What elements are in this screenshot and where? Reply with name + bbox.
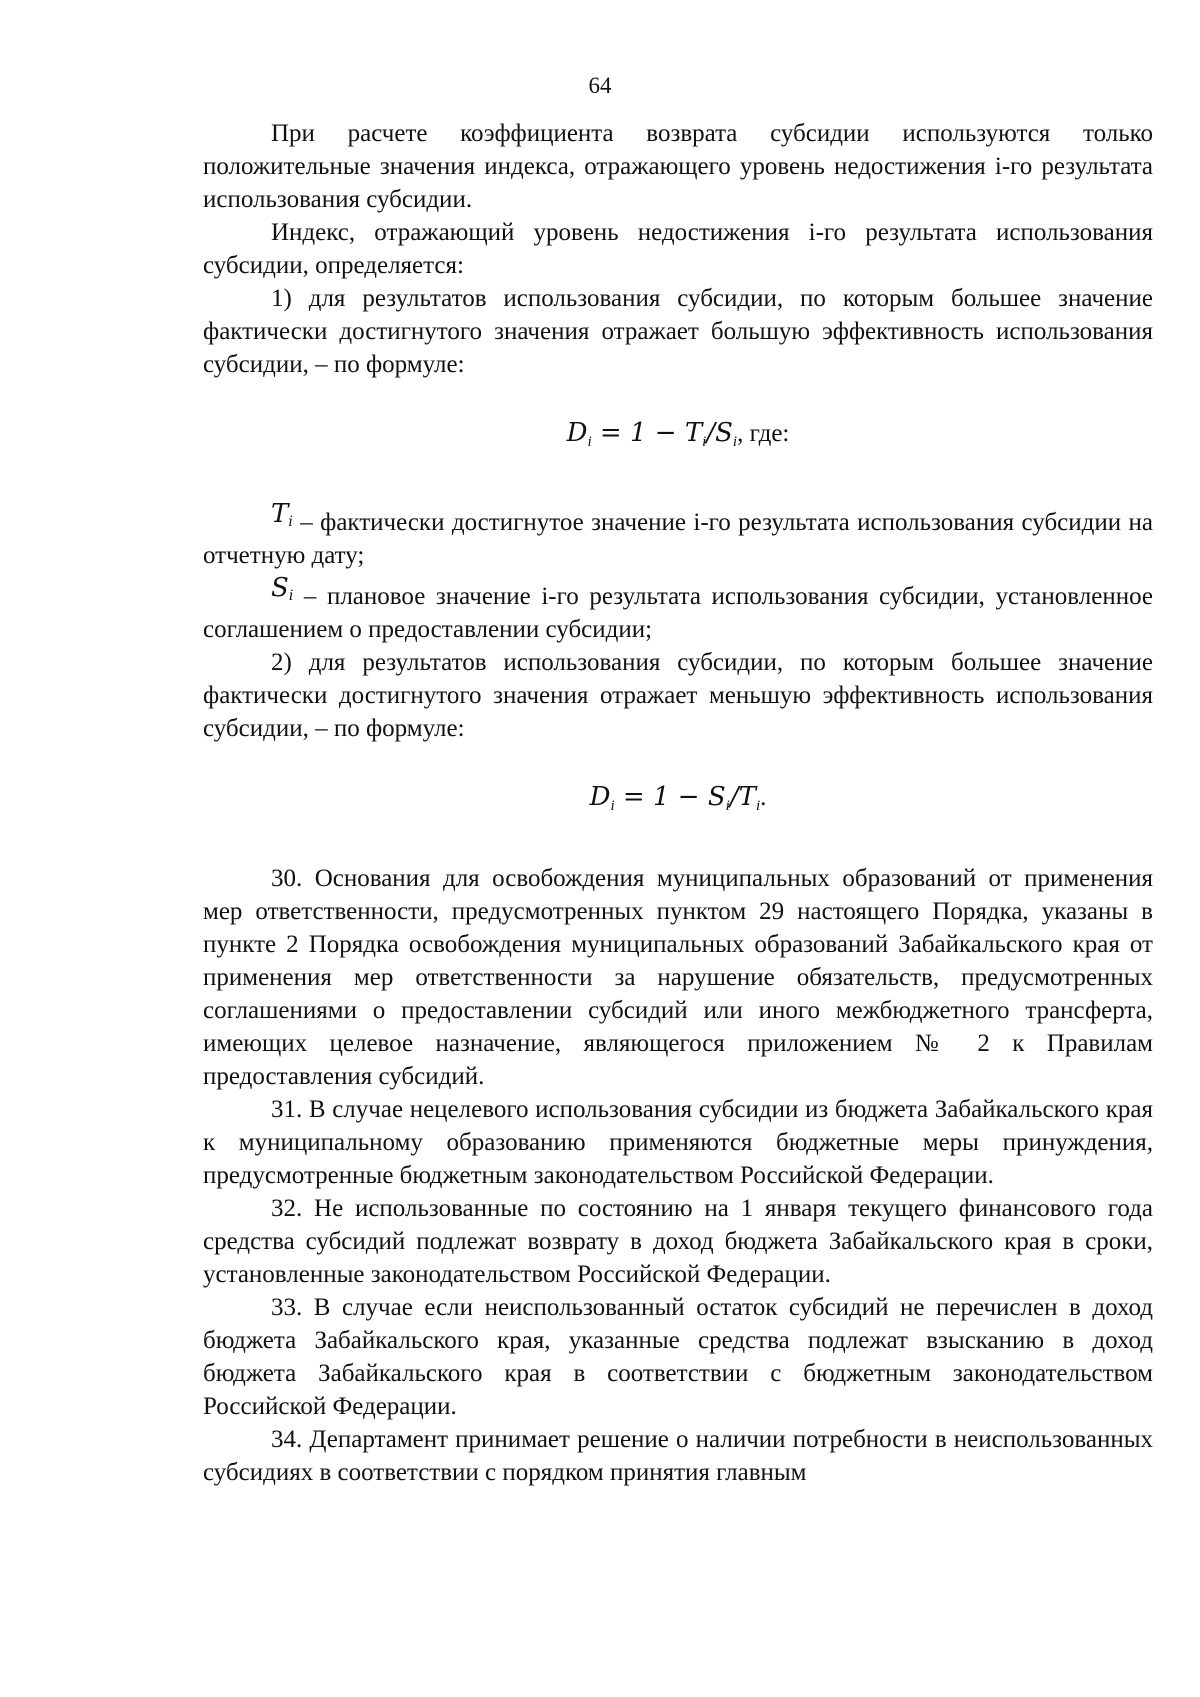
formula-rhs: = 1 − S xyxy=(614,782,726,812)
symbol-t xyxy=(271,499,293,529)
paragraph: 33. В случае если неиспользованный остаток субсидий не перечислен в доход бюджета Забайкальского края, указанные средства подлежат взысканию в доход бюджета Забайкальского края в соответствии с бюджетным законодательством Российской Федерации. xyxy=(203,1294,1153,1420)
definition-text: – фактически достигнутое значение i-го результата использования субсидии на отчетную дату; xyxy=(203,509,1153,569)
paragraph: 2) для результатов использования субсидии, по которым большее значение фактически достигнутого значения отражает меньшую эффективность использования субсидии, – по формуле: xyxy=(203,649,1153,742)
formula-1 xyxy=(203,413,1153,462)
formula-rhs-sub-2: i xyxy=(755,798,761,814)
paragraph: 30. Основания для освобождения муниципальных образований от применения мер ответственности, предусмотренных пунктом 29 настоящего Порядка, указаны в пункте 2 Порядка освобождения муниципальных образований Забайкальского края от применения мер ответственности за нарушение обязательств, предусмотренных соглашениями о предоставлении субсидий или иного межбюджетного трансферта, имеющих целевое назначение, являющегося приложением № 2 к Правилам предоставления субсидий. xyxy=(203,865,1153,1090)
formula-rhs-sub: i xyxy=(725,798,730,814)
definition-text: – плановое значение i-го результата использования субсидии, установленное соглашением о предоставлении субсидии; xyxy=(203,583,1153,643)
paragraph: 32. Не использованные по состоянию на 1 января текущего финансового года средства субсидий подлежат возврату в доход бюджета Забайкальского края в сроки, установленные законодательством Российской Федерации. xyxy=(203,1195,1153,1288)
symbol-s xyxy=(271,573,293,603)
formula-rhs-2: /S xyxy=(706,418,733,448)
formula-lhs: D xyxy=(566,418,588,448)
paragraph: При расчете коэффициента возврата субсидии используются только положительные значения индекса, отражающего уровень недостижения i-го результата использования субсидии. xyxy=(203,120,1153,213)
formula-lhs-sub: i xyxy=(587,434,592,450)
paragraph: 34. Департамент принимает решение о наличии потребности в неиспользованных субсидиях в соответствии с порядком принятия главным xyxy=(203,1426,1153,1486)
formula-rhs-2: /T xyxy=(729,782,756,812)
paragraph: 31. В случае нецелевого использования субсидии из бюджета Забайкальского края к муниципальному образованию применяются бюджетные меры принуждения, предусмотренные бюджетным законодательством Российской Федерации. xyxy=(203,1096,1153,1189)
definition-t xyxy=(203,498,1153,572)
symbol-letter: S xyxy=(271,573,289,603)
formula-lhs: D xyxy=(589,782,611,812)
symbol-letter: T xyxy=(271,499,289,529)
formula-suffix: . xyxy=(760,784,767,811)
formula-suffix: , где: xyxy=(737,420,790,447)
formula-2 xyxy=(203,777,1153,826)
definition-s xyxy=(203,572,1153,646)
formula-rhs: = 1 − T xyxy=(591,418,703,448)
page-number: 64 xyxy=(588,73,612,98)
symbol-sub: i xyxy=(288,588,294,604)
formula-rhs-sub: i xyxy=(702,434,707,450)
formula-rhs-sub-2: i xyxy=(732,434,738,450)
formula-lhs-sub: i xyxy=(610,798,615,814)
paragraph: Индекс, отражающий уровень недостижения i-го результата использования субсидии, определяется: xyxy=(203,219,1153,279)
paragraph: 1) для результатов использования субсидии, по которым большее значение фактически достигнутого значения отражает большую эффективность использования субсидии, – по формуле: xyxy=(203,285,1153,378)
document-body xyxy=(203,117,1153,1489)
symbol-sub: i xyxy=(288,514,293,530)
